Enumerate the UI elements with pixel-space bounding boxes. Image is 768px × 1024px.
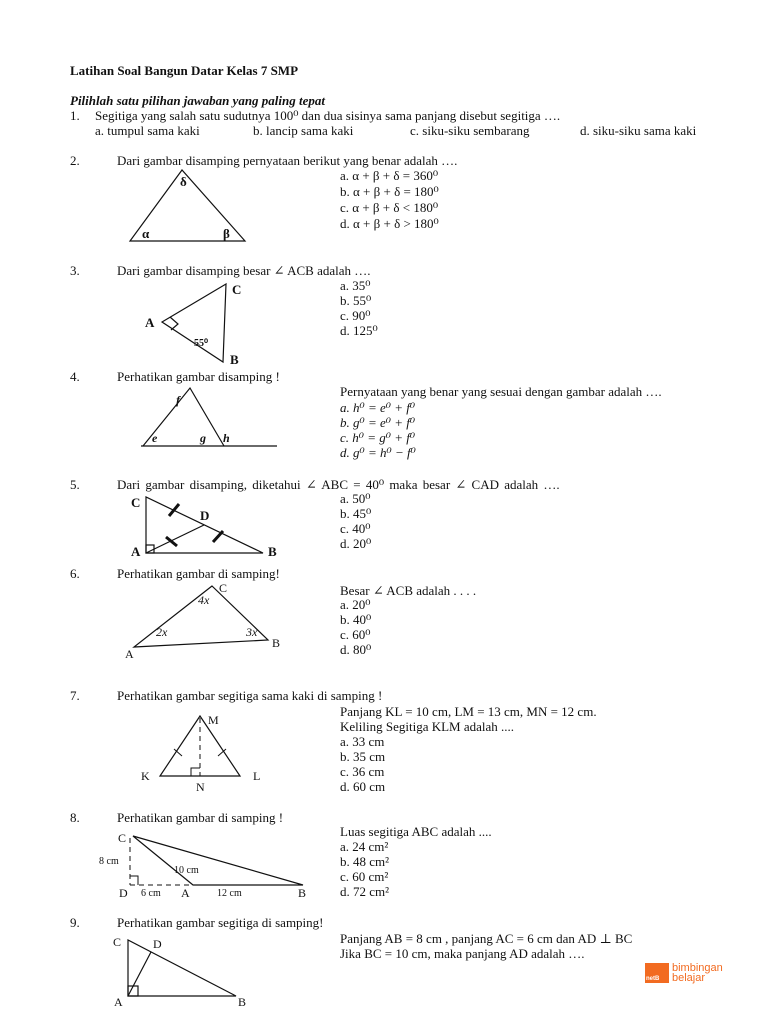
q2-option-d: d. α + β + δ > 180⁰ xyxy=(340,216,439,231)
q4-label-f: f xyxy=(176,393,180,407)
q9-number: 9. xyxy=(70,915,80,930)
q6-option-c: c. 60⁰ xyxy=(340,627,371,642)
q6-option-d: d. 80⁰ xyxy=(340,642,372,657)
q6-number: 6. xyxy=(70,566,80,581)
q6-label-a: A xyxy=(125,647,134,661)
q7-question: Keliling Segitiga KLM adalah .... xyxy=(340,719,515,734)
q1-option-c: c. siku-siku sembarang xyxy=(410,123,530,138)
q6-label-2x: 2x xyxy=(156,625,168,639)
q7-label-n: N xyxy=(196,780,205,794)
bimbingan-belajar-logo xyxy=(645,963,723,983)
q7-label-l: L xyxy=(253,769,261,783)
q8-number: 8. xyxy=(70,810,80,825)
q6-triangle-figure xyxy=(125,581,280,661)
q9-label-d: D xyxy=(153,937,162,951)
q7-triangle-figure xyxy=(141,713,260,794)
q2-option-c: c. α + β + δ < 180⁰ xyxy=(340,200,439,215)
q4-label-e: e xyxy=(152,431,158,445)
q5-option-c: c. 40⁰ xyxy=(340,521,371,536)
q7-option-d: d. 60 cm xyxy=(340,779,386,794)
q4-number: 4. xyxy=(70,369,80,384)
q2-triangle-figure xyxy=(130,170,245,241)
q4-option-b: b. g⁰ = e⁰ + f⁰ xyxy=(340,415,416,430)
q3-option-a: a. 35⁰ xyxy=(340,278,371,293)
q2-number: 2. xyxy=(70,153,80,168)
q9-question: Jika BC = 10 cm, maka panjang AD adalah …. xyxy=(340,946,585,961)
q7-option-b: b. 35 cm xyxy=(340,749,386,764)
q4-label-g: g xyxy=(200,431,206,445)
q4-label-h: h xyxy=(223,431,230,445)
q8-option-d: d. 72 cm² xyxy=(340,884,390,899)
q6-label-4x: 4x xyxy=(198,593,210,607)
q8-triangle-figure xyxy=(99,831,306,900)
q1-option-b: b. lancip sama kaki xyxy=(253,123,354,138)
q6-label-3x: 3x xyxy=(246,625,258,639)
q7-option-a: a. 33 cm xyxy=(340,734,385,749)
q6-label-b: B xyxy=(272,636,281,650)
q5-label-a: A xyxy=(131,544,141,559)
q3-option-b: b. 55⁰ xyxy=(340,293,372,308)
q5-label-b: B xyxy=(268,544,277,559)
q6-label-c: C xyxy=(219,581,228,595)
q3-label-angle: 55⁰ xyxy=(194,338,209,349)
q9-label-c: C xyxy=(113,935,122,949)
q8-option-b: b. 48 cm² xyxy=(340,854,390,869)
q2-label-delta: δ xyxy=(180,174,187,189)
q1-number: 1. xyxy=(70,108,80,123)
q2-label-alpha: α xyxy=(142,226,150,241)
q9-label-b: B xyxy=(238,995,247,1009)
q3-label-b: B xyxy=(230,352,239,367)
q7-label-k: K xyxy=(141,769,150,783)
q3-triangle-figure xyxy=(145,282,241,367)
q3-text: Dari gambar disamping besar ∠ ACB adalah …. xyxy=(117,263,371,278)
q4-option-d: d. g⁰ = h⁰ − f⁰ xyxy=(340,445,416,460)
q9-triangle-figure xyxy=(113,935,246,1009)
q5-label-c: C xyxy=(131,495,141,510)
q7-text: Perhatikan gambar segitiga sama kaki di samping ! xyxy=(117,688,383,703)
logo-box: netB xyxy=(645,963,669,983)
page-title: Latihan Soal Bangun Datar Kelas 7 SMP xyxy=(70,63,299,78)
q4-option-a: a. h⁰ = e⁰ + f⁰ xyxy=(340,400,416,415)
q5-number: 5. xyxy=(70,477,80,492)
q3-label-a: A xyxy=(145,315,155,330)
q2-option-b: b. α + β + δ = 180⁰ xyxy=(340,184,439,199)
q8-label-10cm: 10 cm xyxy=(174,865,199,876)
q8-label-a: A xyxy=(181,886,190,900)
q7-given: Panjang KL = 10 cm, LM = 13 cm, MN = 12 cm. xyxy=(340,704,597,719)
q2-text: Dari gambar disamping pernyataan berikut yang benar adalah …. xyxy=(117,153,458,168)
q7-option-c: c. 36 cm xyxy=(340,764,385,779)
q6-question: Besar ∠ ACB adalah . . . . xyxy=(340,583,477,598)
q5-label-d: D xyxy=(200,508,210,523)
q3-option-d: d. 125⁰ xyxy=(340,323,378,338)
q6-option-a: a. 20⁰ xyxy=(340,597,371,612)
q8-option-c: c. 60 cm² xyxy=(340,869,389,884)
q6-text: Perhatikan gambar di samping! xyxy=(117,566,280,581)
q8-label-d: D xyxy=(119,886,128,900)
q3-label-c: C xyxy=(232,282,242,297)
q9-text: Perhatikan gambar segitiga di samping! xyxy=(117,915,324,930)
q7-number: 7. xyxy=(70,688,80,703)
q3-number: 3. xyxy=(70,263,80,278)
q2-label-beta: β xyxy=(223,226,230,241)
logo-line2: belajar xyxy=(672,972,706,984)
logo-line1: bimbingan xyxy=(672,962,723,974)
q5-option-a: a. 50⁰ xyxy=(340,491,371,506)
q8-label-12cm: 12 cm xyxy=(217,888,242,899)
q7-label-m: M xyxy=(208,713,219,727)
q5-option-d: d. 20⁰ xyxy=(340,536,372,551)
q8-label-c: C xyxy=(118,831,127,845)
q5-option-b: b. 45⁰ xyxy=(340,506,372,521)
q8-label-8cm: 8 cm xyxy=(99,856,119,867)
instruction: Pilihlah satu pilihan jawaban yang paling tepat xyxy=(70,93,326,108)
q4-statement: Pernyataan yang benar yang sesuai dengan gambar adalah …. xyxy=(340,384,662,399)
q8-label-6cm: 6 cm xyxy=(141,888,161,899)
q9-label-a: A xyxy=(114,995,123,1009)
q2-option-a: a. α + β + δ = 360⁰ xyxy=(340,168,439,183)
q1-option-a: a. tumpul sama kaki xyxy=(95,123,200,138)
q4-option-c: c. h⁰ = g⁰ + f⁰ xyxy=(340,430,416,445)
q3-option-c: c. 90⁰ xyxy=(340,308,371,323)
q1-text: Segitiga yang salah satu sudutnya 100⁰ dan dua sisinya sama panjang disebut segitiga …. xyxy=(95,108,561,123)
q4-text: Perhatikan gambar disamping ! xyxy=(117,369,280,384)
q4-triangle-figure xyxy=(141,388,277,446)
q5-triangle-figure xyxy=(131,495,277,559)
q6-option-b: b. 40⁰ xyxy=(340,612,372,627)
q1-option-d: d. siku-siku sama kaki xyxy=(580,123,697,138)
q8-option-a: a. 24 cm² xyxy=(340,839,389,854)
q5-text: Dari gambar disamping, diketahui ∠ ABC = 40⁰ maka besar ∠ CAD adalah …. xyxy=(117,477,560,492)
q8-text: Perhatikan gambar di samping ! xyxy=(117,810,284,825)
q9-given: Panjang AB = 8 cm , panjang AC = 6 cm dan AD ⊥ BC xyxy=(340,931,633,946)
q8-label-b: B xyxy=(298,886,307,900)
q8-question: Luas segitiga ABC adalah .... xyxy=(340,824,492,839)
